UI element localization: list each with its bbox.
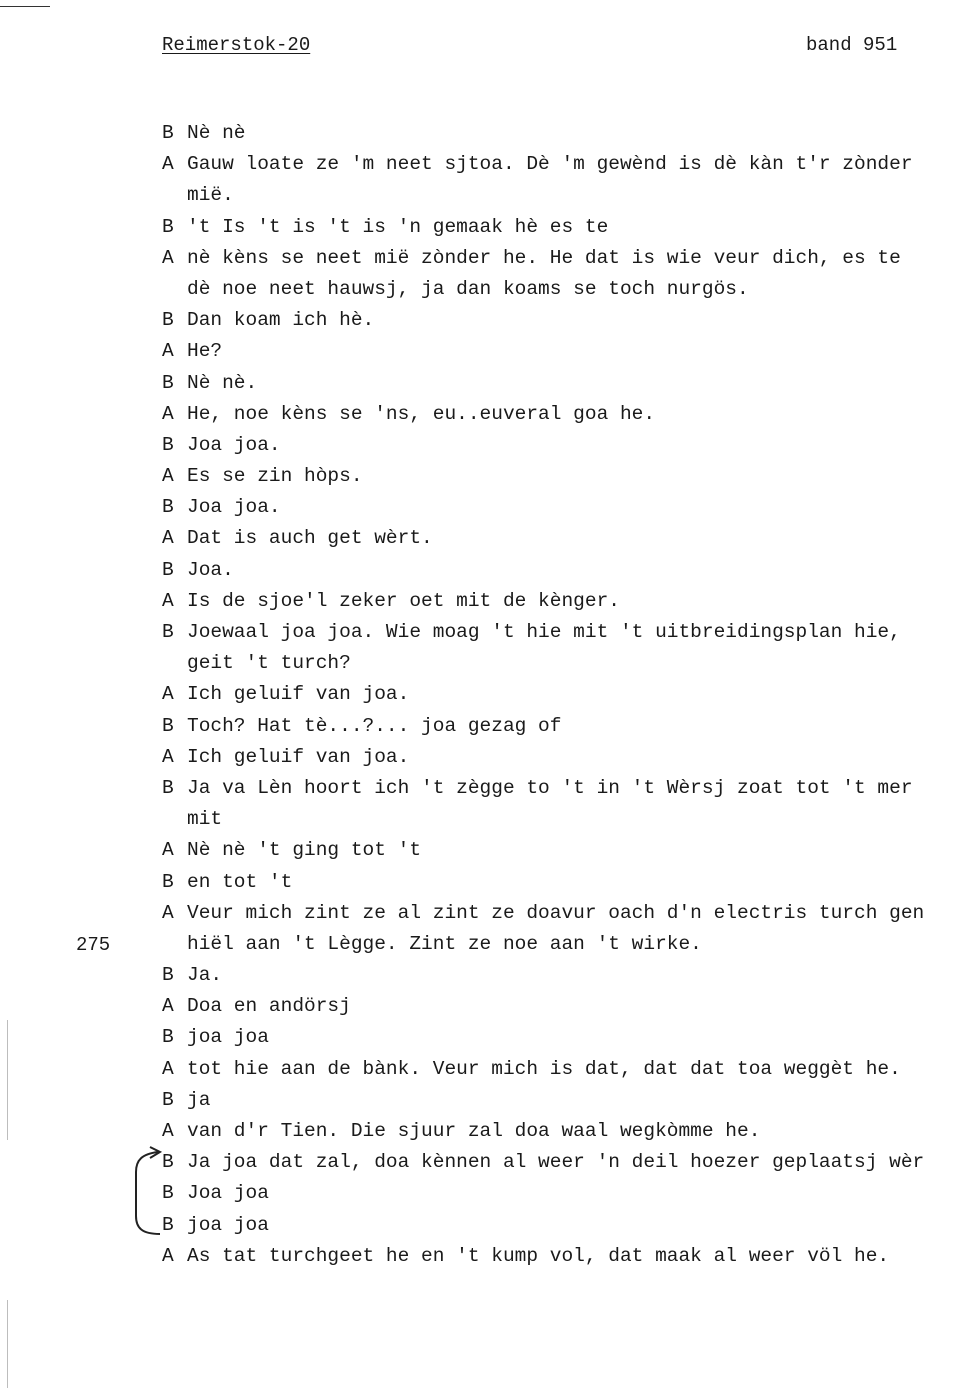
transcript-line	[162, 430, 966, 461]
transcript	[162, 118, 966, 1272]
utterance-text: Ja va Lèn hoort ich 't zègge to 't in 't Wèrsj zoat tot 't mer	[187, 776, 913, 799]
speaker-label: B	[162, 1151, 174, 1174]
speaker-label: B	[162, 309, 174, 332]
transcript-line	[162, 1147, 966, 1178]
transcript-line	[162, 399, 966, 430]
transcript-line	[162, 336, 966, 367]
utterance-text: van d'r Tien. Die sjuur zal doa waal wegkòmme he.	[187, 1120, 761, 1142]
utterance-text: Ja joa dat zal, doa kènnen al weer 'n deil hoezer geplaatsj wèr	[187, 1151, 925, 1174]
speaker-label: A	[162, 589, 174, 612]
speaker-label: B	[162, 1026, 174, 1049]
speaker-label: A	[162, 527, 174, 550]
speaker-label: A	[162, 1120, 174, 1142]
utterance-text: Nè nè 't ging tot 't	[187, 839, 422, 862]
transcript-line	[162, 1022, 966, 1053]
utterance-text: hiël aan 't Lègge. Zint ze noe aan 't wirke.	[187, 932, 702, 955]
transcript-line	[162, 180, 966, 211]
speaker-label: B	[162, 122, 174, 144]
left-margin-rule	[7, 1020, 8, 1140]
utterance-text: Joa.	[187, 558, 234, 581]
utterance-text: Ich geluif van joa.	[187, 683, 410, 706]
utterance-text: As tat turchgeet he en 't kump vol, dat maak al weer völ he.	[187, 1244, 890, 1267]
speaker-label: A	[162, 901, 174, 924]
utterance-text: joa joa	[187, 1213, 269, 1236]
handwritten-bracket	[128, 1146, 168, 1242]
transcript-line	[162, 1178, 966, 1209]
top-edge-rule	[0, 6, 50, 7]
speaker-label: B	[162, 433, 174, 456]
transcript-line	[162, 1054, 966, 1085]
transcript-line	[162, 773, 966, 804]
speaker-label: A	[162, 340, 174, 363]
transcript-line	[162, 243, 966, 274]
speaker-label: B	[162, 621, 174, 643]
speaker-label: B	[162, 215, 174, 238]
utterance-text: Joa joa	[187, 1182, 269, 1205]
transcript-line	[162, 1241, 966, 1272]
utterance-text: Joa joa.	[187, 496, 281, 519]
document-title: Reimerstok-20	[162, 34, 311, 56]
utterance-text: geit 't turch?	[187, 652, 351, 675]
utterance-text: Toch? Hat tè...?... joa gezag of	[187, 714, 562, 737]
speaker-label: A	[162, 465, 174, 488]
band-number: band 951	[806, 34, 898, 56]
transcript-line	[162, 274, 966, 305]
utterance-text: Dan koam ich hè.	[187, 309, 375, 332]
transcript-line	[162, 617, 966, 648]
transcript-line	[162, 1085, 966, 1116]
speaker-label: A	[162, 153, 174, 176]
utterance-text: Nè nè	[187, 122, 246, 144]
utterance-text: Veur mich zint ze al zint ze doavur oach d'n electris turch gen	[187, 901, 925, 924]
transcript-line	[162, 305, 966, 336]
utterance-text: mië.	[187, 184, 234, 207]
transcript-line	[162, 212, 966, 243]
transcript-line	[162, 804, 966, 835]
speaker-label: A	[162, 995, 174, 1018]
utterance-text: dè noe neet hauwsj, ja dan koams se toch nurgös.	[187, 277, 749, 300]
utterance-text: nè kèns se neet mië zònder he. He dat is wie veur dich, es te	[187, 246, 901, 269]
transcript-line	[162, 523, 966, 554]
utterance-text: joa joa	[187, 1026, 269, 1049]
transcript-line	[162, 742, 966, 773]
speaker-label: B	[162, 964, 174, 987]
transcript-line	[162, 898, 966, 929]
speaker-label: B	[162, 1182, 174, 1205]
utterance-text: en tot 't	[187, 870, 293, 893]
utterance-text: He?	[187, 340, 223, 363]
transcript-line	[162, 679, 966, 710]
speaker-label: B	[162, 714, 174, 737]
speaker-label: B	[162, 558, 174, 581]
speaker-label: B	[162, 776, 174, 799]
transcript-line	[162, 711, 966, 742]
utterance-text: Joewaal joa joa. Wie moag 't hie mit 't uitbreidingsplan hie,	[187, 621, 901, 643]
line-counter: 275	[76, 934, 111, 956]
utterance-text: Is de sjoe'l zeker oet mit de kènger.	[187, 589, 620, 612]
transcript-line	[162, 118, 966, 149]
transcript-line	[162, 835, 966, 866]
transcript-line	[162, 648, 966, 679]
speaker-label: B	[162, 1088, 174, 1111]
transcript-line	[162, 149, 966, 180]
utterance-text: Ich geluif van joa.	[187, 745, 410, 768]
speaker-label: A	[162, 1244, 174, 1267]
transcript-line	[162, 1210, 966, 1241]
speaker-label: B	[162, 870, 174, 893]
utterance-text: mit	[187, 808, 223, 831]
transcript-line	[162, 991, 966, 1022]
transcript-line	[162, 1116, 966, 1147]
transcript-line	[162, 867, 966, 898]
left-margin-rule-lower	[7, 1300, 8, 1388]
utterance-text: Nè nè.	[187, 371, 258, 394]
utterance-text: He, noe kèns se 'ns, eu..euveral goa he.	[187, 402, 656, 425]
speaker-label: A	[162, 839, 174, 862]
utterance-text: Doa en andörsj	[187, 995, 351, 1018]
transcript-line	[162, 492, 966, 523]
transcript-line	[162, 960, 966, 991]
transcript-line	[162, 555, 966, 586]
utterance-text: Dat is auch get wèrt.	[187, 527, 433, 550]
speaker-label: A	[162, 1057, 174, 1080]
transcript-line	[162, 461, 966, 492]
speaker-label: A	[162, 745, 174, 768]
utterance-text: Es se zin hòps.	[187, 465, 363, 488]
speaker-label: A	[162, 683, 174, 706]
utterance-text: tot hie aan de bànk. Veur mich is dat, dat dat toa weggèt he.	[187, 1057, 901, 1080]
transcript-line	[162, 586, 966, 617]
transcript-line	[162, 929, 966, 960]
utterance-text: Gauw loate ze 'm neet sjtoa. Dè 'm gewènd is dè kàn t'r zònder	[187, 153, 913, 176]
utterance-text: ja	[187, 1088, 211, 1111]
speaker-label: A	[162, 402, 174, 425]
speaker-label: B	[162, 371, 174, 394]
transcript-line	[162, 368, 966, 399]
speaker-label: B	[162, 1213, 174, 1236]
speaker-label: A	[162, 246, 174, 269]
utterance-text: 't Is 't is 't is 'n gemaak hè es te	[187, 215, 609, 238]
utterance-text: Joa joa.	[187, 433, 281, 456]
speaker-label: B	[162, 496, 174, 519]
utterance-text: Ja.	[187, 964, 223, 987]
